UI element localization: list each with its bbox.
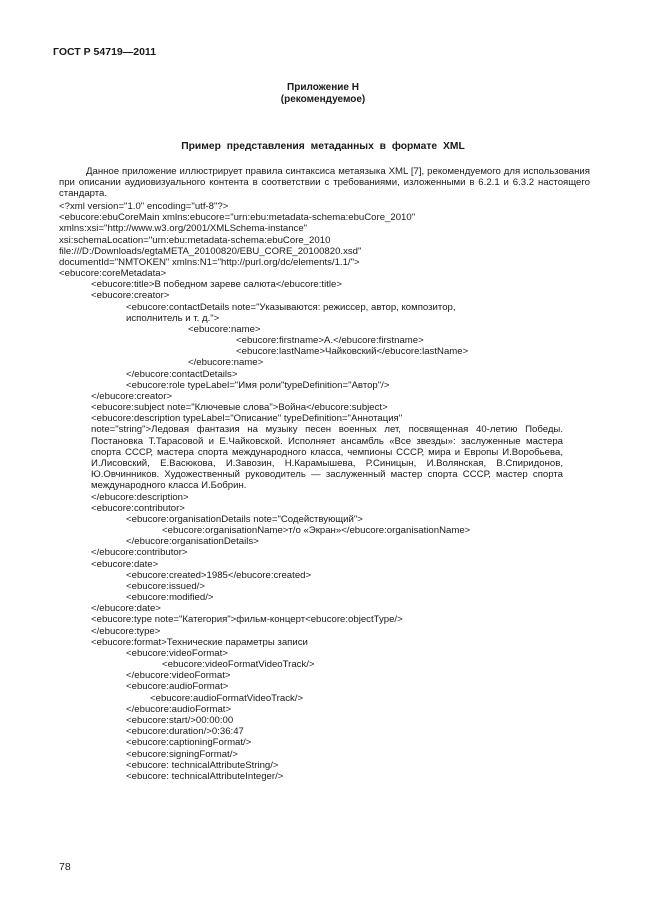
xml-line: <ebucore:description typeLabel="Описание" typeDefinition="Аннотация" xyxy=(91,413,403,425)
xml-line: <ebucore:format>Технические параметры записи xyxy=(91,636,308,648)
xml-line: documentId="NMTOKEN" xmlns:N1="http://purl.org/dc/elements/1.1/"> xyxy=(59,256,360,268)
xml-line: <ebucore:modified/> xyxy=(126,592,214,604)
xml-listing xyxy=(59,201,594,782)
xml-line: file:///D:/Downloads/egtaMETA_20100820/EBU_CORE_20100820.xsd" xyxy=(59,245,362,257)
xml-line: <ebucore:firstname>А.</ebucore:firstname> xyxy=(236,335,424,347)
xml-line: <ebucore:duration/>0:36:47 xyxy=(126,726,244,738)
xml-line: <ebucore:signingFormat/> xyxy=(126,748,238,760)
xml-line: </ebucore:contributor> xyxy=(91,547,188,559)
xml-line: <ebucore:created>1985</ebucore:created> xyxy=(126,569,312,581)
xml-line: </ebucore:videoFormat> xyxy=(126,670,231,682)
xml-line: <ebucore:type note="Категория">фильм-концерт<ebucore:objectType/> xyxy=(91,614,403,626)
xml-line: <ebucore:contributor> xyxy=(91,502,185,514)
xml-line: <ebucore:ebuCoreMain xmlns:ebucore="urn:ebu:metadata-schema:ebuCore_2010" xyxy=(59,212,416,224)
xml-line: <ebucore:title>В победном зареве салюта</ebucore:title> xyxy=(91,279,342,291)
xml-line: <ebucore:creator> xyxy=(91,290,170,302)
xml-line: </ebucore:type> xyxy=(91,625,161,637)
xml-line: <ebucore:organisationDetails note="Содействующий"> xyxy=(126,513,363,525)
xml-description-text: note="string">Ледовая фантазия на музыку песен военных лет, посвященная 40-летию Победы. Постановка Т.Тарасовой и Е.Чайковской. Исполняет ансамбль «Все звезды»: заслуженные мастера спорта СССР, мастера спорта международного класса, чемпионы СССР, мира и Европы И.Воробьева, И.Лисовский, Е.Васюкова, И.Завозин, Н.Карамышева, Р.Синицын, И.Волянская, В.Спиридонов, Ю.Овчинников. Художественный руководитель — заслуженный мастер спорта СССР, мастер спорта международного класса И.Бобрин. xyxy=(91,424,563,492)
xml-line: <ebucore:captioningFormat/> xyxy=(126,737,252,749)
xml-line: <ebucore:issued/> xyxy=(126,580,205,592)
appendix-subtitle: (рекомендуемое) xyxy=(280,94,366,105)
xml-line: <ebucore:contactDetails note="Указываются: режиссер, автор, композитор, xyxy=(126,301,456,313)
xml-line: <ebucore:subject note="Ключевые слова">Война</ebucore:subject> xyxy=(91,402,388,414)
xml-line: </ebucore:contactDetails> xyxy=(126,368,238,380)
xml-line: <ebucore:start/>00:00:00 xyxy=(126,715,234,726)
section-title: Пример представления метаданных в формате XML xyxy=(181,141,465,152)
xml-line: <ebucore:audioFormat> xyxy=(126,681,229,693)
xml-line: исполнитель и т. д."> xyxy=(126,312,220,324)
xml-line: <ebucore:date> xyxy=(91,558,159,570)
xml-line: <?xml version="1.0" encoding="utf-8"?> xyxy=(59,201,229,212)
xml-line: <ebucore:name> xyxy=(188,323,261,335)
document-header: ГОСТ Р 54719—2011 xyxy=(53,46,157,58)
xml-line: <ebucore: technicalAttributeInteger/> xyxy=(126,770,284,782)
xml-line: <ebucore:lastName>Чайковский</ebucore:lastName> xyxy=(236,346,469,358)
xml-line: </ebucore:audioFormat> xyxy=(126,703,232,715)
xml-line: <ebucore:organisationName>т/о «Экран»</ebucore:organisationName> xyxy=(162,525,471,537)
xml-line: </ebucore:name> xyxy=(188,357,264,369)
xml-line: </ebucore:organisationDetails> xyxy=(126,536,259,548)
intro-text: Данное приложение иллюстрирует правила синтаксиса метаязыка XML [7], рекомендуемого для использования при описании аудиовизуального контента в соответствии с требованиями, изложенными в 6.2.1 и 6.3.2 настоящего стандарта. xyxy=(59,166,590,200)
page-number: 78 xyxy=(59,861,71,873)
xml-line: xmlns:xsi="http://www.w3.org/2001/XMLSchema-instance" xyxy=(59,223,308,235)
xml-line: <ebucore:coreMetadata> xyxy=(59,268,167,280)
appendix-title: Приложение Н xyxy=(287,82,359,93)
xml-line: <ebucore:videoFormatVideoTrack/> xyxy=(162,659,315,671)
xml-line: <ebucore:role typeLabel="Имя роли"typeDefinition="Автор"/> xyxy=(126,379,390,391)
xml-line: <ebucore:videoFormat> xyxy=(126,647,228,659)
intro-paragraph xyxy=(59,166,590,200)
xml-line: <ebucore:audioFormatVideoTrack/> xyxy=(150,692,304,704)
xml-line: </ebucore:creator> xyxy=(91,390,173,402)
xml-line: <ebucore: technicalAttributeString/> xyxy=(126,759,279,771)
xml-line: </ebucore:description> xyxy=(91,491,189,503)
xml-line: xsi:schemaLocation="urn:ebu:metadata-schema:ebuCore_2010 xyxy=(59,234,331,246)
xml-line: </ebucore:date> xyxy=(91,603,161,615)
